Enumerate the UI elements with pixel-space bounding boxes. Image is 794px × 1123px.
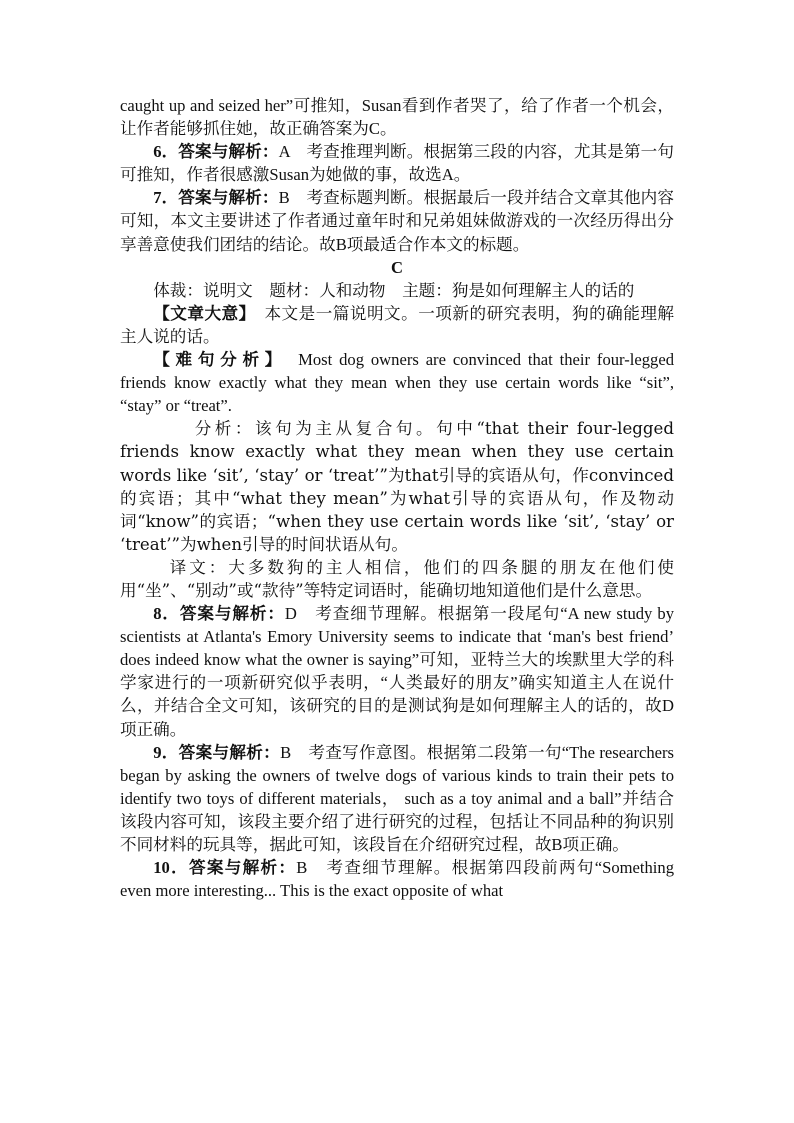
difficult-sentence-label: 【难句分析】 bbox=[153, 349, 279, 370]
genre-line: 体裁：说明文 题材：人和动物 主题：狗是如何理解主人的话的 bbox=[153, 280, 635, 300]
analysis-paragraph: 分析：该句为主从复合句。句中“that their four-legged friends know exactly what they mean when they use certain words like ‘sit’, ‘stay’ or ‘treat’”为that引导的宾语从句，作convinced的宾语；其中“what they mean”为what引导的宾语从句，作及物动词“know”的宾语；“when they use certain words like ‘sit’, ‘stay’ or ‘treat’”为when引导的时间状语从句。 bbox=[120, 419, 674, 554]
q10-answer-label: 10．答案与解析： bbox=[153, 858, 297, 878]
difficult-sentence-paragraph bbox=[120, 348, 674, 417]
q10-answer-text: B 考查细节理解。根据第四段前两句“Something even more interesting... This is the exact opposite of what bbox=[120, 858, 674, 901]
q9-answer-label: 9．答案与解析： bbox=[153, 742, 281, 762]
main-idea-paragraph bbox=[120, 302, 674, 348]
main-idea-label: 【文章大意】 bbox=[153, 302, 248, 323]
paragraph-q5-continuation: caught up and seized her”可推知，Susan看到作者哭了，给了作者一个机会，让作者能够抓住她，故正确答案为C。 bbox=[120, 96, 674, 139]
q6-answer-text: A 考查推理判断。根据第三段的内容，尤其是第一句可推知，作者很感激Susan为她做的事，故选A。 bbox=[120, 142, 674, 185]
document-page bbox=[120, 94, 674, 902]
q8-answer-label: 8．答案与解析： bbox=[153, 604, 285, 624]
q7-answer-label: 7．答案与解析： bbox=[153, 188, 279, 208]
section-heading-c: C bbox=[391, 257, 403, 277]
paragraph-q7 bbox=[120, 186, 674, 255]
main-idea-text: 本文是一篇说明文。一项新的研究表明，狗的确能理解主人说的话。 bbox=[120, 303, 674, 346]
q8-answer-text: D 考查细节理解。根据第一段尾句“A new study by scientists at Atlanta's Emory University seems to indicate that ‘man's best friend’ does indeed know what the owner is saying”可知，亚特兰大的埃默里大学的科学家进行的一项新研究似乎表明，“人类最好的朋友”确实知道主人在说什么，并结合全文可知，该研究的目的是测试狗是如何理解主人的话的，故D项正确。 bbox=[120, 604, 675, 739]
paragraph-q9 bbox=[120, 741, 674, 856]
q9-answer-text: B 考查写作意图。根据第二段第一句“The researchers began by asking the owners of twelve dogs of various kinds to train their pets to identify two toys of different materials， such as a toy animal and a ball”并结合该段内容可知，该段主要介绍了进行研究的过程，包括让不同品种的狗识别不同材料的玩具等，据此可知，该段旨在介绍研究过程，故B项正确。 bbox=[120, 742, 674, 854]
paragraph-q10 bbox=[120, 856, 674, 902]
difficult-sentence-text: Most dog owners are convinced that their four-legged friends know exactly what they mean when they use certain words like “sit”, “stay” or “treat”. bbox=[120, 350, 674, 416]
paragraph-q8 bbox=[120, 602, 674, 741]
translation-paragraph: 译文：大多数狗的主人相信，他们的四条腿的朋友在他们使用“坐”、“别动”或“款待”等特定词语时，能确切地知道他们是什么意思。 bbox=[120, 557, 674, 600]
q7-answer-text: B 考查标题判断。根据最后一段并结合文章其他内容可知，本文主要讲述了作者通过童年时和兄弟姐妹做游戏的一次经历得出分享善意使我们团结的结论。故B项最适合作本文的标题。 bbox=[120, 188, 674, 254]
q6-answer-label: 6．答案与解析： bbox=[153, 142, 279, 162]
paragraph-q6 bbox=[120, 140, 674, 186]
